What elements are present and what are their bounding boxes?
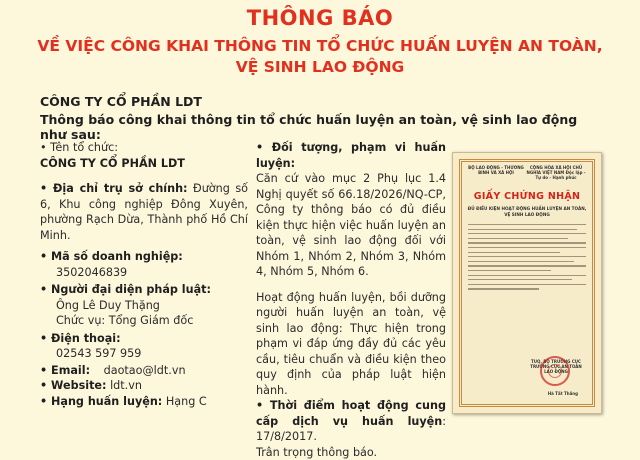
company-heading: CÔNG TY CỔ PHẦN LDT: [40, 94, 202, 109]
closing-text: Trân trọng thông báo.: [256, 445, 446, 460]
email-label: • Email:: [40, 364, 90, 377]
subtitle-line-2: VỆ SINH LAO ĐỘNG: [0, 57, 640, 78]
rep-label: • Người đại diện pháp luật:: [40, 283, 211, 296]
tax-block: [40, 249, 248, 280]
website-row: [40, 378, 248, 394]
phone-block: [40, 331, 248, 362]
class-row: [40, 394, 248, 410]
address-label: • Địa chỉ trụ sở chính:: [40, 182, 188, 195]
tax-value: 3502046839: [40, 265, 248, 281]
time-value: : 17/8/2017.: [256, 415, 446, 444]
certificate-org: BỘ LAO ĐỘNG - THƯƠNG BINH VÀ XÃ HỘI: [466, 165, 526, 175]
time-label: • Thời điểm hoạt động cung cấp dịch vụ huấn luyện: [256, 399, 446, 428]
address-block: [40, 181, 248, 243]
certificate-nation: CỘNG HÒA XÃ HỘI CHỦ NGHĨA VIỆT NAM Độc lập - Tự do - Hạnh phúc: [524, 165, 588, 180]
certificate-signer-block: TUQ. BỘ TRƯỞNG CỤC TRƯỞNG CỤC AN TOÀN LAO ĐỘNG: [526, 359, 586, 374]
scope-label: • Đối tượng, phạm vi huấn luyện:: [256, 141, 446, 170]
time-block: [256, 398, 446, 445]
certificate-body-text: [468, 224, 586, 293]
activity-text: Hoạt động huấn luyện, bồi dưỡng người huấn luyện an toàn, vệ sinh lao động: Thực hiện trong phạm vi đáp ứng đầy đủ các yêu cầu, tiêu chuẩn và điều kiện theo quy định của pháp luật hiện hành.: [256, 290, 446, 399]
intro-text: Thông báo công khai thông tin tổ chức huấn luyện an toàn, vệ sinh lao động như sau:: [40, 112, 600, 142]
certificate-frame: [459, 159, 595, 407]
certificate-image: [452, 152, 602, 414]
website-label: • Website:: [40, 379, 107, 392]
subtitle-line-1: VỀ VIỆC CÔNG KHAI THÔNG TIN TỔ CHỨC HUẤN LUYỆN AN TOÀN,: [0, 36, 640, 57]
certificate-subtitle: ĐỦ ĐIỀU KIỆN HOẠT ĐỘNG HUẤN LUYỆN AN TOÀN, VỆ SINH LAO ĐỘNG: [466, 206, 588, 217]
left-column: [40, 140, 248, 409]
scope-text: Căn cứ vào mục 2 Phụ lục 1.4 Nghị quyết số 66.18/2026/NQ-CP, Công ty thông báo có đủ điều kiện thực hiện việc huấn luyện an toàn, vệ sinh lao động đối với Nhóm 1, Nhóm 2, Nhóm 3, Nhóm 4, Nhóm 5, Nhóm 6.: [256, 171, 446, 280]
tax-label: • Mã số doanh nghiệp:: [40, 250, 183, 263]
phone-label: • Điện thoại:: [40, 332, 121, 345]
class-label: • Hạng huấn luyện:: [40, 395, 162, 408]
seal-icon: [540, 356, 570, 386]
email-value[interactable]: daotao@ldt.vn: [104, 364, 186, 377]
class-value: Hạng C: [166, 395, 207, 408]
email-row: [40, 363, 248, 379]
address-value: Đường số 6, Khu công nghiệp Đông Xuyên, phường Rạch Dừa, Thành phố Hồ Chí Minh.: [40, 182, 248, 242]
rep-block: [40, 282, 248, 329]
rep-name: Ông Lê Duy Thặng: [40, 298, 248, 314]
scope-block: [256, 140, 446, 280]
certificate-title: GIẤY CHỨNG NHẬN: [462, 191, 592, 202]
website-value[interactable]: ldt.vn: [110, 379, 142, 392]
rep-title: Chức vụ: Tổng Giám đốc: [40, 313, 248, 329]
org-label: • Tên tổ chức:: [40, 140, 248, 156]
org-value: CÔNG TY CỔ PHẦN LDT: [40, 157, 185, 170]
phone-value: 02543 597 959: [40, 346, 248, 362]
org-block: [40, 140, 248, 171]
middle-column: [256, 140, 446, 460]
title: THÔNG BÁO: [0, 6, 640, 30]
subtitle: [0, 36, 640, 78]
certificate-signer: Hà Tất Thắng: [548, 391, 578, 396]
